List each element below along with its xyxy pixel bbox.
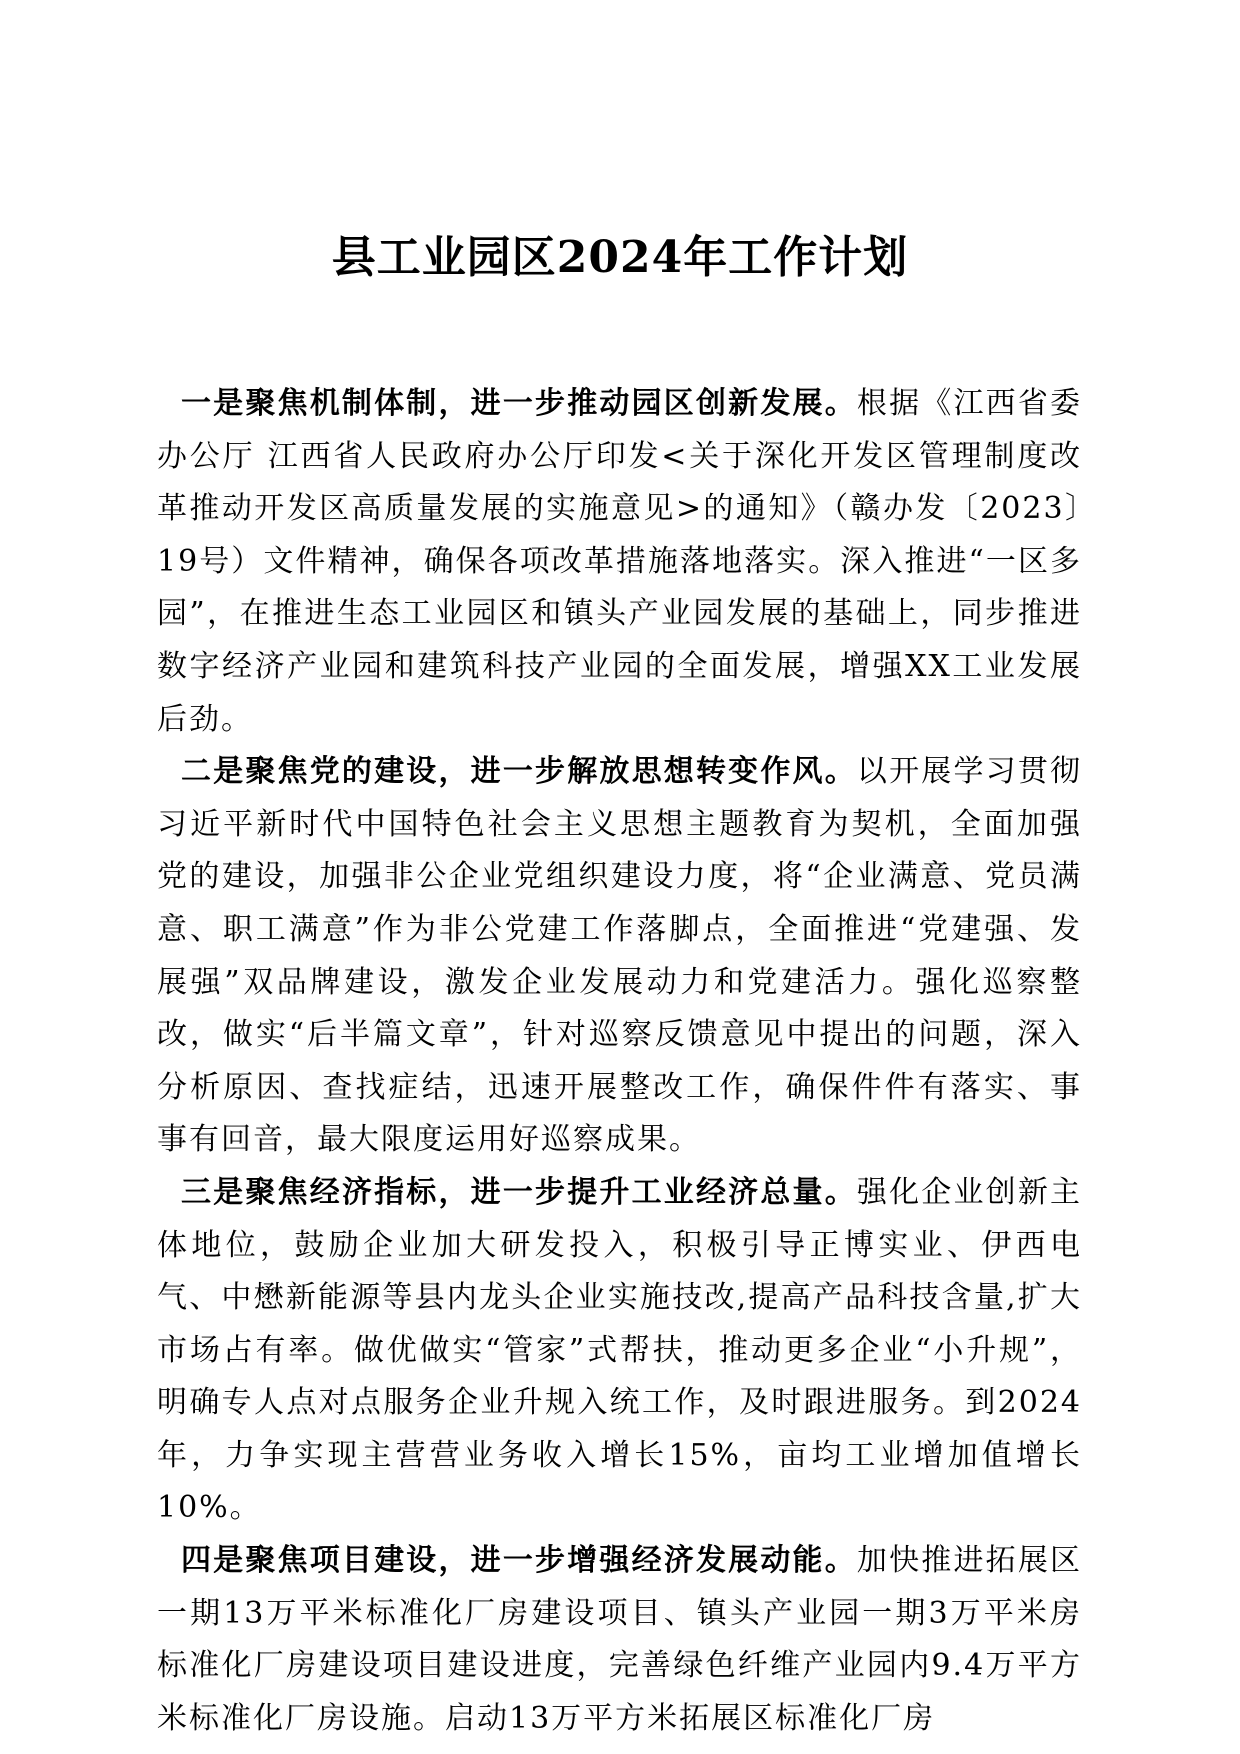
paragraph-1 [157,378,1082,746]
paragraph-1-lead: 一是聚焦机制体制，进一步推动园区创新发展。 [181,386,857,421]
paragraph-2 [157,746,1082,1167]
paragraph-3-lead: 三是聚焦经济指标，进一步提升工业经济总量。 [181,1174,857,1210]
paragraph-1-text: 根据《江西省委办公厅 江西省人民政府办公厅印发<关于深化开发区管理制度改革推动开发区高质量发展的实施意见>的通知》（赣办发〔2023〕19号）文件精神，确保各项改革措施落地落实。深入推进“一区多园”，在推进生态工业园区和镇头产业园发展的基础上，同步推进数字经济产业园和建筑科技产业园的全面发展，增强XX工业发展后劲。 [157,386,1083,737]
document-title: 县工业园区2024年工作计划 [331,232,909,283]
paragraph-4-text: 加快推进拓展区一期13万平米标准化厂房建设项目、镇头产业园一期3万平米房标准化厂房建设项目建设进度，完善绿色纤维产业园内9.4万平方米标准化厂房设施。启动13万平方米拓展区标准化厂房 [157,1543,1083,1736]
paragraph-4 [157,1535,1082,1745]
paragraph-3 [157,1167,1082,1535]
document-body [157,378,1082,1745]
paragraph-4-lead: 四是聚焦项目建设，进一步增强经济发展动能。 [181,1543,857,1579]
paragraph-2-lead: 二是聚焦党的建设，进一步解放思想转变作风。 [181,754,857,790]
paragraph-3-text: 强化企业创新主体地位，鼓励企业加大研发投入，积极引导正博实业、伊西电气、中懋新能源等县内龙头企业实施技改,提高产品科技含量,扩大市场占有率。做优做实“管家”式帮扶，推动更多企业“小升规”，明确专人点对点服务企业升规入统工作，及时跟进服务。到2024年，力争实现主营营业务收入增长15%，亩均工业增加值增长10%。 [157,1174,1083,1526]
paragraph-2-text: 以开展学习贯彻习近平新时代中国特色社会主义思想主题教育为契机，全面加强党的建设，加强非公企业党组织建设力度，将“企业满意、党员满意、职工满意”作为非公党建工作落脚点，全面推进“党建强、发展强”双品牌建设，激发企业发展动力和党建活力。强化巡察整改，做实“后半篇文章”，针对巡察反馈意见中提出的问题，深入分析原因、查找症结，迅速开展整改工作，确保件件有落实、事事有回音，最大限度运用好巡察成果。 [157,754,1083,1158]
